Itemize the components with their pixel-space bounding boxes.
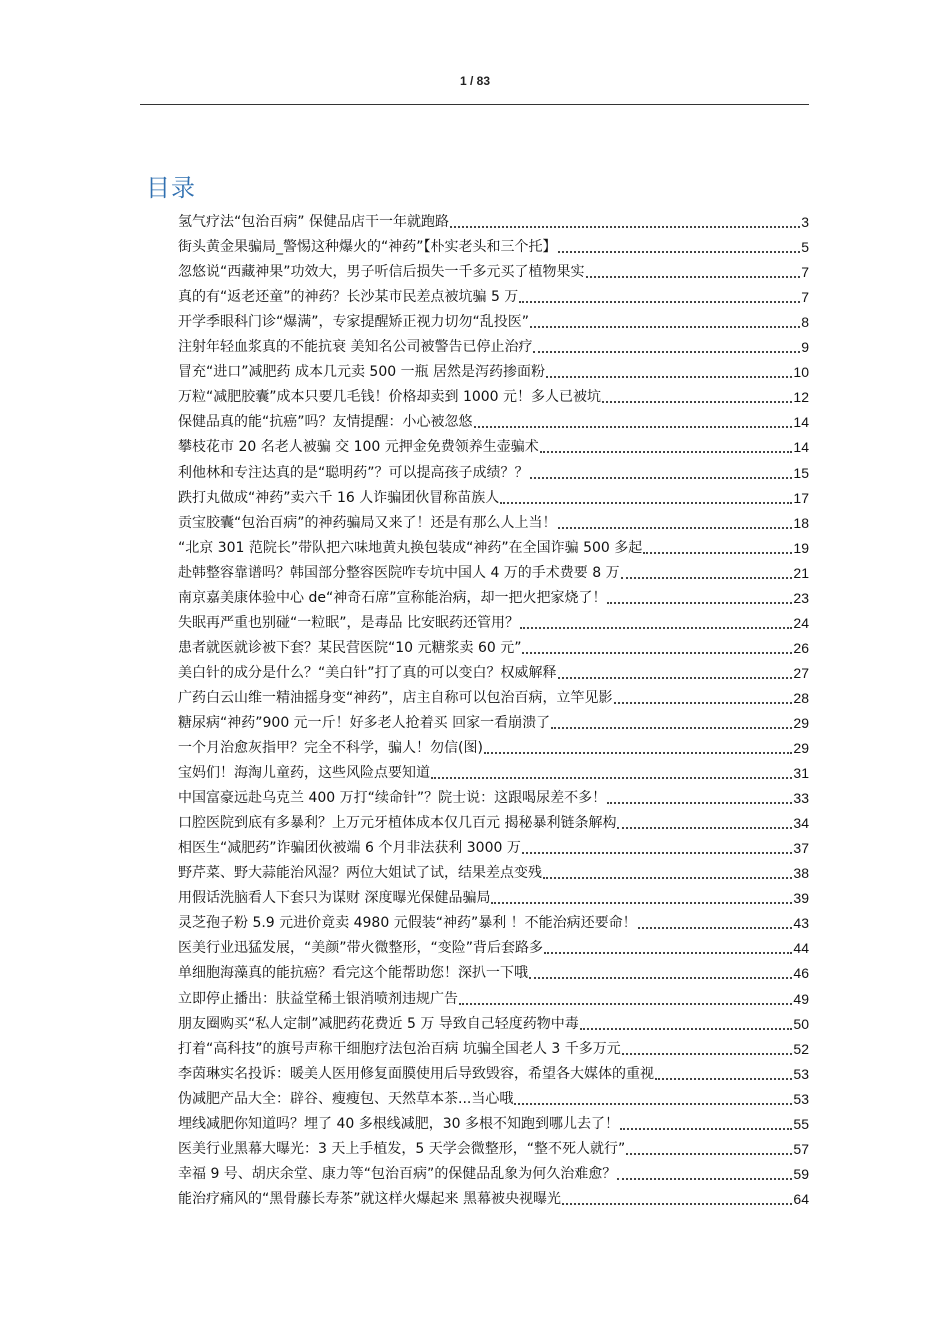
toc-entry-title: 单细胞海藻真的能抗癌？看完这个能帮助您！深扒一下哦 — [178, 965, 528, 982]
toc-entry-page: 5 — [801, 239, 809, 256]
toc-entry-title: 开学季眼科门诊“爆满”，专家提醒矫正视力切勿“乱投医” — [178, 314, 530, 331]
page-number: 1 / 83 — [459, 74, 491, 88]
toc-leader-dots — [620, 1128, 792, 1130]
toc-leader-dots — [614, 702, 793, 704]
toc-entry-title: 糖尿病“神药”900 元一斤！好多老人抢着买 回家一看崩溃了 — [178, 714, 551, 731]
toc-leader-dots — [622, 1053, 793, 1055]
toc-entry-title: 中国富豪远赴乌克兰 400 万打“续命针”？院士说：这跟喝尿差不多！ — [178, 790, 607, 807]
toc-entry[interactable] — [178, 1037, 809, 1062]
toc-leader-dots — [491, 902, 792, 904]
toc-entry-page: 21 — [793, 564, 809, 581]
toc-leader-dots — [607, 802, 792, 804]
toc-entry-title: 广药白云山维一精油摇身变“神药”，店主自称可以包治百病，立竿见影 — [178, 689, 613, 706]
toc-entry[interactable] — [178, 235, 809, 260]
toc-leader-dots — [562, 1203, 792, 1205]
toc-leader-dots — [474, 426, 793, 428]
toc-entry-title: 跌打丸做成“神药”卖六千 16 人诈骗团伙冒称苗族人 — [178, 489, 500, 506]
toc-entry-page: 19 — [793, 539, 809, 556]
toc-leader-dots — [551, 727, 792, 729]
toc-entry-title: 失眠再严重也别碰“一粒眠”，是毒品 比安眠药还管用？ — [178, 614, 519, 631]
toc-entry[interactable] — [178, 911, 809, 936]
toc-entry-page: 3 — [801, 214, 809, 231]
toc-entry-title: 贡宝胶囊“包治百病”的神药骗局又来了！还是有那么人上当！ — [178, 514, 557, 531]
toc-entry-page: 12 — [793, 389, 809, 406]
toc-entry-page: 7 — [801, 289, 809, 306]
toc-entry-page: 44 — [793, 940, 809, 957]
toc-leader-dots — [558, 527, 793, 529]
toc-entry-page: 17 — [793, 489, 809, 506]
toc-entry-page: 27 — [793, 664, 809, 681]
toc-entry-title: 能治疗痛风的“黑骨藤长寿茶”就这样火爆起来 黑幕被央视曝光 — [178, 1190, 561, 1207]
toc-entry[interactable] — [178, 1012, 809, 1037]
toc-entry[interactable] — [178, 936, 809, 961]
toc-entry-page: 8 — [801, 314, 809, 331]
toc-entry[interactable] — [178, 836, 809, 861]
toc-entry[interactable] — [178, 511, 809, 536]
toc-leader-dots — [544, 952, 792, 954]
toc-leader-dots — [522, 652, 792, 654]
toc-leader-dots — [602, 401, 792, 403]
toc-entry-page: 38 — [793, 865, 809, 882]
toc-entry-page: 46 — [793, 965, 809, 982]
toc-entry-title: 灵芝孢子粉 5.9 元进价竟卖 4980 元假装“神药”暴利 ！不能治病还要命！ — [178, 915, 637, 932]
toc-entry[interactable] — [178, 435, 809, 460]
toc-entry-title: 赴韩整容靠谱吗？韩国部分整容医院咋专坑中国人 4 万的手术费要 8 万 — [178, 564, 620, 581]
toc-entry-title: 万粒“减肥胶囊”成本只要几毛钱！价格却卖到 1000 元！多人已被坑 — [178, 389, 602, 406]
toc-entry-page: 14 — [793, 414, 809, 431]
toc-entry-page: 59 — [793, 1165, 809, 1182]
toc-entry[interactable] — [178, 260, 809, 285]
toc-entry[interactable] — [178, 486, 809, 511]
toc-leader-dots — [638, 927, 793, 929]
toc-entry-page: 29 — [793, 714, 809, 731]
toc-entry-title: 保健品真的能“抗癌”吗？友情提醒：小心被忽悠 — [178, 414, 473, 431]
toc-leader-dots — [530, 477, 793, 479]
toc-entry[interactable] — [178, 1162, 809, 1187]
toc-entry-title: 攀枝花市 20 名老人被骗 交 100 元押金免费领养生壶骗术 — [178, 439, 539, 456]
toc-entry[interactable] — [178, 210, 809, 235]
toc-leader-dots — [530, 326, 800, 328]
toc-entry[interactable] — [178, 1062, 809, 1087]
toc-entry-page: 9 — [801, 339, 809, 356]
toc-entry-title: 用假话洗脑看人下套只为谋财 深度曝光保健品骗局 — [178, 890, 491, 907]
toc-entry-page: 28 — [793, 689, 809, 706]
toc-entry[interactable] — [178, 335, 809, 360]
toc-entry[interactable] — [178, 285, 809, 310]
toc-entry-title: 患者就医就诊被下套？某民营医院“10 元糖浆卖 60 元” — [178, 639, 522, 656]
toc-entry-page: 7 — [801, 264, 809, 281]
toc-entry-title: 李茵琳实名投诉：暖美人医用修复面膜使用后导致毁容，希望各大媒体的重视 — [178, 1065, 654, 1082]
toc-leader-dots — [450, 226, 800, 228]
toc-entry[interactable] — [178, 736, 809, 761]
toc-entry-page: 23 — [793, 589, 809, 606]
toc-entry-title: 真的有“返老还童”的神药？长沙某市民差点被坑骗 5 万 — [178, 289, 519, 306]
toc-entry[interactable] — [178, 586, 809, 611]
toc-entry-title: 幸福 9 号、胡庆余堂、康力等“包治百病”的保健品乱象为何久治难愈？ — [178, 1165, 617, 1182]
toc-leader-dots — [617, 1178, 792, 1180]
toc-entry[interactable] — [178, 986, 809, 1011]
toc-leader-dots — [522, 852, 793, 854]
toc-entry[interactable] — [178, 811, 809, 836]
toc-leader-dots — [586, 276, 801, 278]
toc-entry-title: 宝妈们！海淘儿童药，这些风险点要知道 — [178, 765, 430, 782]
toc-entry-page: 31 — [793, 765, 809, 782]
toc-leader-dots — [520, 627, 792, 629]
toc-leader-dots — [626, 1153, 792, 1155]
toc-leader-dots — [580, 1028, 793, 1030]
toc-entry[interactable] — [178, 385, 809, 410]
toc-leader-dots — [617, 827, 792, 829]
toc-entry[interactable] — [178, 711, 809, 736]
toc-entry-page: 43 — [793, 915, 809, 932]
toc-leader-dots — [514, 1103, 792, 1105]
toc-entry[interactable] — [178, 360, 809, 385]
toc-entry-page: 14 — [793, 439, 809, 456]
toc-entry-title: 野芹菜、野大蒜能治风湿？两位大姐试了试，结果差点变残 — [178, 865, 542, 882]
toc-leader-dots — [546, 376, 792, 378]
toc-leader-dots — [529, 977, 792, 979]
toc-entry[interactable] — [178, 636, 809, 661]
toc-entry-page: 39 — [793, 890, 809, 907]
toc-entry[interactable] — [178, 786, 809, 811]
toc-entry-page: 24 — [793, 614, 809, 631]
header-rule — [140, 104, 809, 105]
toc-entry-title: 南京嘉美康体验中心 de“神奇石席”宣称能治病，却一把火把家烧了！ — [178, 589, 607, 606]
toc-entry-title: 打着“高科技”的旗号声称干细胞疗法包治百病 坑骗全国老人 3 千多万元 — [178, 1040, 621, 1057]
toc-leader-dots — [459, 1003, 792, 1005]
toc-leader-dots — [558, 677, 793, 679]
toc-entry-title: 医美行业迅猛发展，“美颜”带火微整形，“变险”背后套路多 — [178, 940, 544, 957]
toc-entry[interactable] — [178, 861, 809, 886]
toc-entry-page: 37 — [793, 840, 809, 857]
toc-entry-title: 一个月治愈灰指甲？完全不科学，骗人！勿信(图) — [178, 740, 483, 757]
toc-entry-title: 埋线减肥你知道吗？埋了 40 多根线减肥，30 多根不知跑到哪儿去了！ — [178, 1115, 619, 1132]
toc-leader-dots — [643, 552, 792, 554]
toc-list — [178, 210, 809, 1212]
toc-entry-title: 相医生“减肥药”诈骗团伙被端 6 个月非法获利 3000 万 — [178, 840, 521, 857]
toc-leader-dots — [431, 777, 792, 779]
toc-entry-title: 利他林和专注达真的是“聪明药”？可以提高孩子成绩？？ — [178, 464, 529, 481]
toc-entry-title: 忽悠说“西藏神果”功效大，男子听信后损失一千多元买了植物果实 — [178, 264, 585, 281]
toc-entry[interactable] — [178, 310, 809, 335]
toc-leader-dots — [519, 301, 800, 303]
toc-leader-dots — [484, 752, 792, 754]
toc-leader-dots — [655, 1078, 792, 1080]
toc-entry-page: 64 — [793, 1190, 809, 1207]
toc-entry-title: 注射年轻血浆真的不能抗衰 美知名公司被警告已停止治疗 — [178, 339, 533, 356]
toc-leader-dots — [607, 602, 792, 604]
toc-entry-page: 55 — [793, 1115, 809, 1132]
toc-entry[interactable] — [178, 1187, 809, 1212]
toc-entry[interactable] — [178, 1112, 809, 1137]
toc-entry[interactable] — [178, 561, 809, 586]
toc-entry-page: 10 — [793, 364, 809, 381]
toc-entry[interactable] — [178, 1087, 809, 1112]
toc-entry-page: 49 — [793, 990, 809, 1007]
toc-entry-title: 口腔医院到底有多暴利？上万元牙植体成本仅几百元 揭秘暴利链条解构 — [178, 815, 617, 832]
toc-entry[interactable] — [178, 961, 809, 986]
toc-entry-page: 29 — [793, 740, 809, 757]
toc-entry-title: 朋友圈购买“私人定制”减肥药花费近 5 万 导致自己轻度药物中毒 — [178, 1015, 579, 1032]
toc-leader-dots — [558, 251, 801, 253]
toc-entry[interactable] — [178, 886, 809, 911]
toc-leader-dots — [621, 577, 793, 579]
toc-leader-dots — [533, 351, 800, 353]
toc-entry-title: 氢气疗法“包治百病” 保健品店干一年就跑路 — [178, 214, 449, 231]
toc-entry[interactable] — [178, 1137, 809, 1162]
toc-entry[interactable] — [178, 686, 809, 711]
toc-entry-page: 50 — [793, 1015, 809, 1032]
toc-entry-page: 15 — [793, 464, 809, 481]
toc-entry-page: 34 — [793, 815, 809, 832]
toc-leader-dots — [500, 502, 792, 504]
toc-leader-dots — [543, 877, 792, 879]
toc-entry[interactable] — [178, 410, 809, 435]
toc-entry-title: 冒充“进口”减肥药 成本几元卖 500 一瓶 居然是泻药掺面粉 — [178, 364, 546, 381]
toc-entry-page: 53 — [793, 1090, 809, 1107]
toc-entry-title: 伪减肥产品大全：辟谷、瘦瘦包、天然草本茶...当心哦 — [178, 1090, 514, 1107]
toc-title: 目录 — [146, 174, 196, 202]
toc-entry[interactable] — [178, 536, 809, 561]
toc-entry-title: “北京 301 范院长”带队把六味地黄丸换包装成“神药”在全国诈骗 500 多起 — [178, 539, 643, 556]
toc-leader-dots — [540, 451, 793, 453]
toc-entry[interactable] — [178, 661, 809, 686]
toc-entry-page: 26 — [793, 639, 809, 656]
toc-entry[interactable] — [178, 611, 809, 636]
toc-entry-title: 街头黄金果骗局_警惕这种爆火的“神药”【朴实老头和三个托】 — [178, 239, 557, 256]
toc-entry-title: 美白针的成分是什么？“美白针”打了真的可以变白？权威解释 — [178, 664, 557, 681]
toc-entry-page: 57 — [793, 1140, 809, 1157]
toc-entry-page: 18 — [793, 514, 809, 531]
toc-entry[interactable] — [178, 761, 809, 786]
toc-entry-page: 33 — [793, 790, 809, 807]
toc-entry-page: 53 — [793, 1065, 809, 1082]
toc-entry-title: 立即停止播出：肤益堂稀土银消喷剂违规广告 — [178, 990, 458, 1007]
toc-entry-title: 医美行业黑幕大曝光：3 天上手植发，5 天学会微整形，“整不死人就行” — [178, 1140, 626, 1157]
toc-entry-page: 52 — [793, 1040, 809, 1057]
toc-entry[interactable] — [178, 460, 809, 485]
